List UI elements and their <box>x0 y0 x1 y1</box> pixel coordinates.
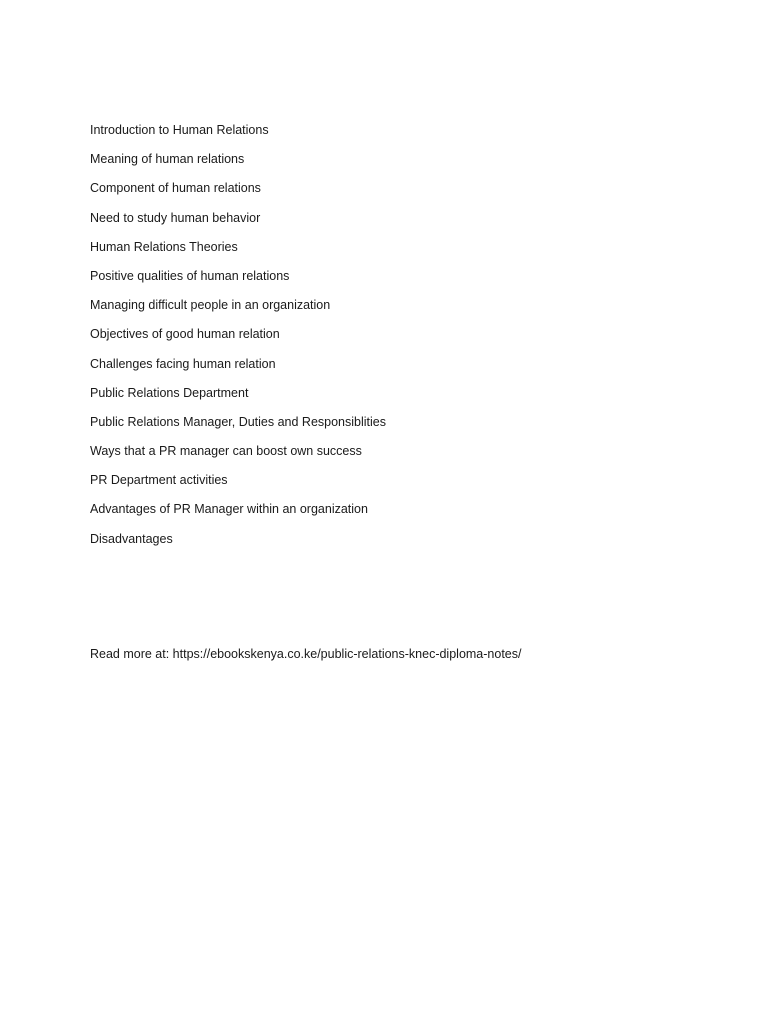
topic-item: Public Relations Manager, Duties and Responsiblities <box>90 414 386 429</box>
topic-item: Component of human relations <box>90 181 261 196</box>
topic-item: Managing difficult people in an organization <box>90 298 331 313</box>
topic-item: Need to study human behavior <box>90 210 261 225</box>
topic-list <box>90 122 386 560</box>
topic-item: Ways that a PR manager can boost own success <box>90 444 362 459</box>
topic-item: Advantages of PR Manager within an organization <box>90 502 368 517</box>
read-more-text: Read more at: https://ebookskenya.co.ke/public-relations-knec-diploma-notes/ <box>90 647 522 661</box>
topic-item: Objectives of good human relation <box>90 327 280 342</box>
topic-item: Meaning of human relations <box>90 152 245 167</box>
topic-item: Challenges facing human relation <box>90 356 276 371</box>
topic-item: Disadvantages <box>90 531 173 546</box>
topic-item: Introduction to Human Relations <box>90 123 269 137</box>
topic-item: PR Department activities <box>90 473 228 488</box>
topic-item: Positive qualities of human relations <box>90 268 290 283</box>
topic-item: Public Relations Department <box>90 385 249 400</box>
topic-item: Human Relations Theories <box>90 239 238 254</box>
